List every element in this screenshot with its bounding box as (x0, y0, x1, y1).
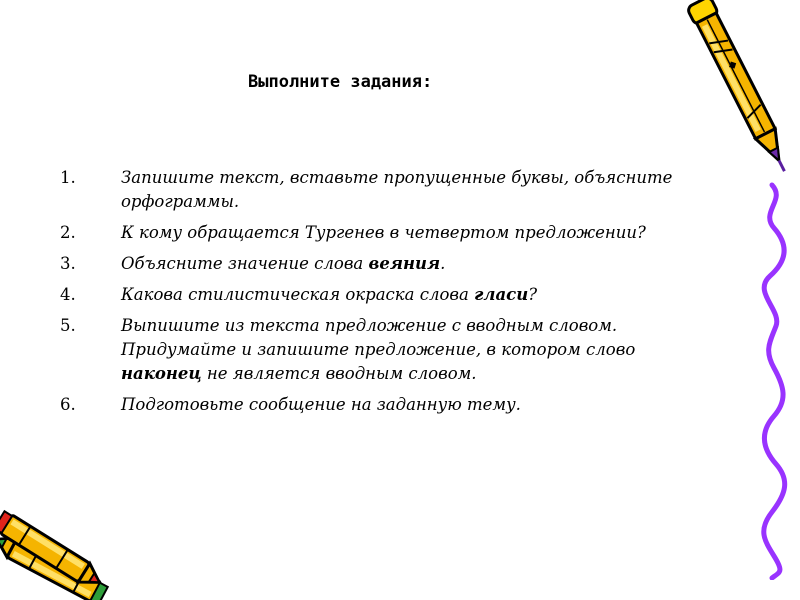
task-text-part: не является вводным словом. (201, 364, 477, 383)
task-number: 5. (60, 316, 76, 335)
task-text-part: К кому обращается Тургенев в четвертом предложении? (121, 223, 646, 242)
task-list (60, 166, 700, 424)
page-title: Выполните задания: (248, 72, 433, 92)
task-text-part: Подготовьте сообщение на заданную тему. (121, 395, 521, 414)
task-number: 6. (60, 395, 76, 414)
task-text-part: Какова стилистическая окраска слова (121, 285, 475, 304)
task-item-5 (60, 314, 700, 386)
crayon-pair-icon (0, 480, 130, 600)
yellow-pencil-icon (640, 0, 800, 200)
task-text (121, 168, 672, 211)
task-text (121, 395, 521, 414)
task-keyword: гласи (474, 285, 529, 304)
task-text-part: . (440, 254, 446, 273)
task-number: 4. (60, 285, 76, 304)
purple-squiggle-line (752, 180, 800, 580)
task-text (121, 254, 445, 273)
task-keyword: наконец (121, 364, 202, 383)
task-number: 1. (60, 168, 76, 187)
task-item-3 (60, 252, 700, 276)
task-item-1 (60, 166, 700, 214)
task-item-6 (60, 393, 700, 417)
task-item-4 (60, 283, 700, 307)
task-text-part: Запишите текст, вставьте пропущенные буквы, объясните орфограммы. (121, 168, 673, 211)
task-text-part: Выпишите из текста предложение с вводным словом. Придумайте и запишите предложение, в котором слово (121, 316, 636, 359)
task-text (121, 223, 646, 242)
task-item-2 (60, 221, 700, 245)
task-keyword: веяния (368, 254, 441, 273)
task-number: 3. (60, 254, 76, 273)
task-number: 2. (60, 223, 76, 242)
task-text (121, 285, 537, 304)
task-text-part: ? (528, 285, 538, 304)
task-text-part: Объясните значение слова (121, 254, 369, 273)
task-text (121, 316, 635, 383)
